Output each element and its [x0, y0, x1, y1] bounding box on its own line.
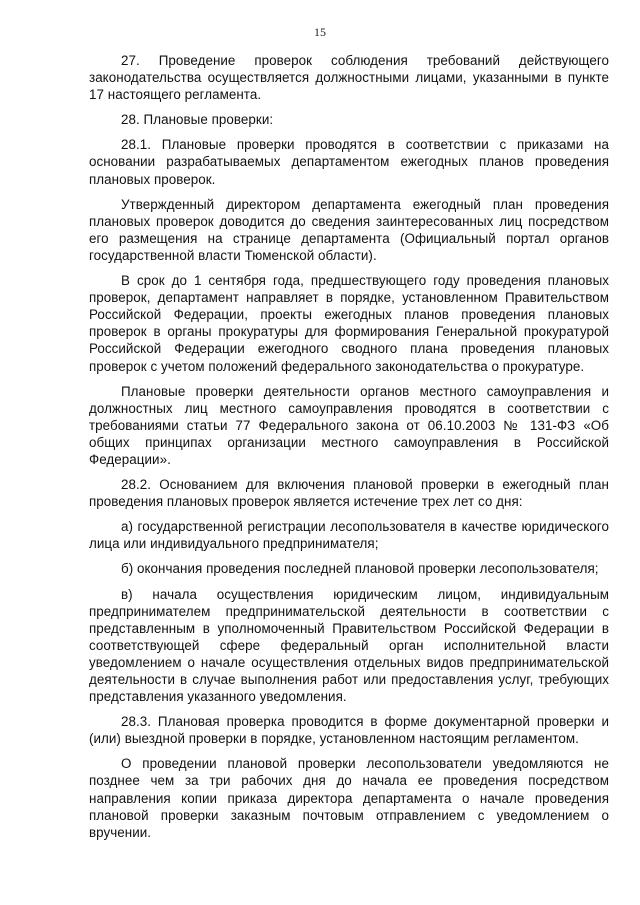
paragraph-28-2-v: в) начала осуществления юридическим лицом, индивидуальным предпринимателем предпринимательской деятельности в соответствии с представленным в уполномоченный Правительством Российской Федерации в соответствующей сфере федеральный орган исполнительной власти уведомлением о начале осуществления отдельных видов предпринимательской деятельности в случае выполнения работ или предоставления услуг, требующих представления указанного уведомления.: [89, 586, 609, 705]
paragraph-28-2: 28.2. Основанием для включения плановой проверки в ежегодный план проведения плановых проверок является истечение трех лет со дня:: [89, 477, 609, 510]
paragraph-28-2-a: а) государственной регистрации лесопользователя в качестве юридического лица или индивидуального предпринимателя;: [89, 519, 609, 552]
paragraph-notification: О проведении плановой проверки лесопользователи уведомляются не позднее чем за три рабочих дня до начала ее проведения посредством направления копии приказа директора департамента о начале проведения плановой проверки заказным почтовым отправлением с уведомлением о вручении.: [89, 756, 609, 840]
paragraph-28-heading: 28. Плановые проверки:: [121, 112, 274, 128]
paragraph-annual-plan-approval: Утвержденный директором департамента ежегодный план проведения плановых проверок доводится до сведения заинтересованных лиц посредством его размещения на странице департамента (Официальный портал органов государственной власти Тюменской области).: [89, 196, 609, 263]
paragraph-28-1: 28.1. Плановые проверки проводятся в соответствии с приказами на основании разрабатываемых департаментом ежегодных планов проведения плановых проверок.: [89, 137, 609, 187]
paragraph-27: 27. Проведение проверок соблюдения требований действующего законодательства осуществляется должностными лицами, указанными в пункте 17 настоящего регламента.: [89, 53, 609, 103]
paragraph-28-3: 28.3. Плановая проверка проводится в форме документарной проверки и (или) выездной проверки в порядке, установленном настоящим регламентом.: [89, 714, 609, 747]
document-body: [89, 52, 609, 849]
paragraph-28-2-b: б) окончания проведения последней плановой проверки лесопользователя;: [121, 561, 599, 577]
page-number: 15: [314, 25, 326, 39]
paragraph-local-government-checks: Плановые проверки деятельности органов местного самоуправления и должностных лиц местного самоуправления проводятся в соответствии с требованиями статьи 77 Федерального закона от 06.10.2003 № 131-ФЗ «Об общих принципах организации местного самоуправления в Российской Федерации».: [89, 383, 609, 467]
paragraph-plan-deadline: В срок до 1 сентября года, предшествующего году проведения плановых проверок, департамент направляет в порядке, установленном Правительством Российской Федерации, проекты ежегодных планов проведения плановых проверок в органы прокуратуры для формирования Генеральной прокуратурой Российской Федерации ежегодного сводного плана проведения плановых проверок с учетом положений федерального законодательства о прокуратуре.: [89, 273, 609, 374]
